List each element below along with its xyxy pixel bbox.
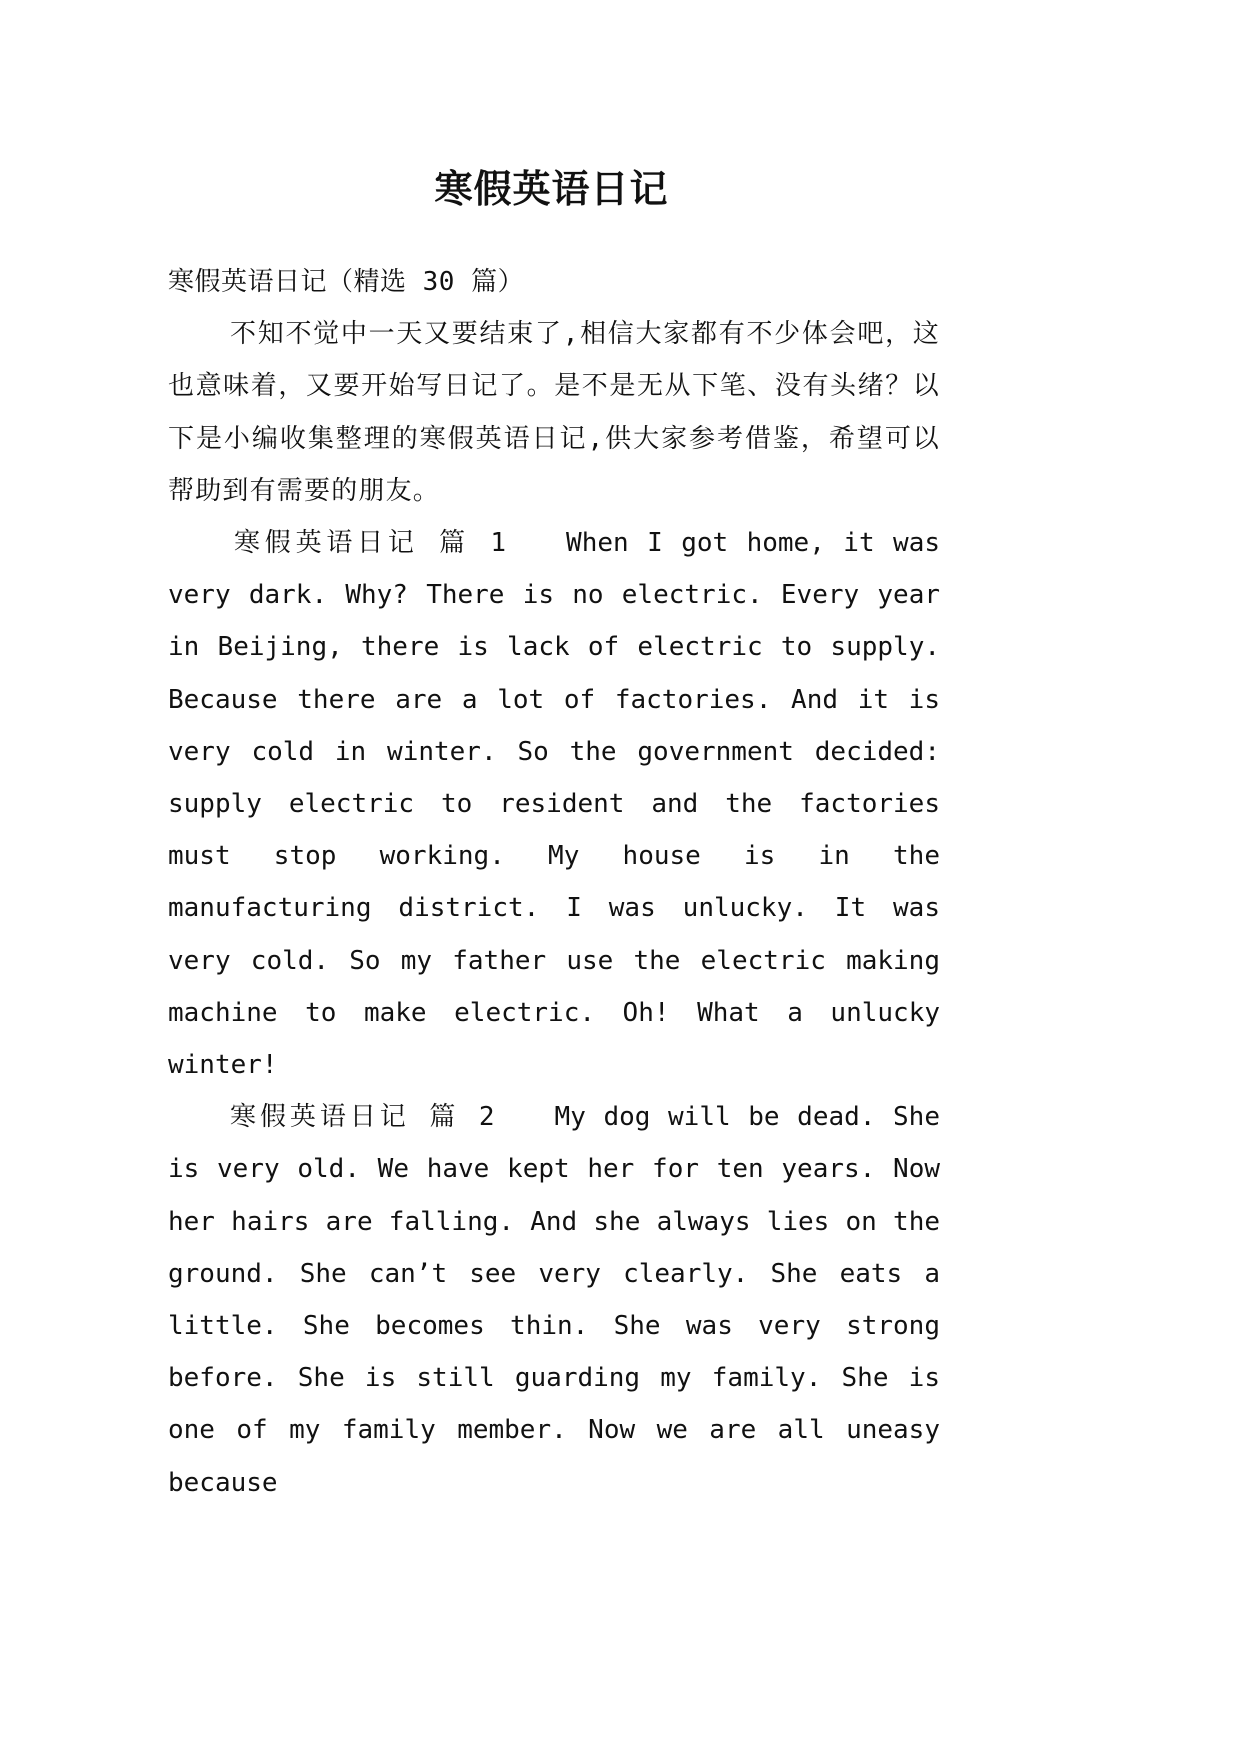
entry-text: My dog will be dead. She is very old. We have kept her for ten years. Now her hairs are falling. And she always lies on the ground. She can’t see very clearly. She eats a little. She becomes thin. She was very strong before. She is still guarding my family. She is one of my family member. Now we are all uneasy because xyxy=(168,1102,940,1498)
document-subtitle: 寒假英语日记（精选 30 篇） xyxy=(168,267,525,297)
diary-entry xyxy=(168,517,940,1091)
document-title: 寒假英语日记 xyxy=(434,166,669,212)
entry-label: 寒假英语日记 篇 1 xyxy=(234,528,509,559)
entry-label: 寒假英语日记 篇 2 xyxy=(230,1102,497,1133)
intro-paragraph: 不知不觉中一天又要结束了,相信大家都有不少体会吧，这也意味着，又要开始写日记了。是不是无从下笔、没有头绪？以下是小编收集整理的寒假英语日记,供大家参考借鉴，希望可以帮助到有需要的朋友。 xyxy=(168,319,940,506)
diary-entry xyxy=(168,1091,940,1509)
document-body xyxy=(168,256,940,1509)
entry-text: When I got home, it was very dark. Why? There is no electric. Every year in Beijing, there is lack of electric to supply. Because there are a lot of factories. And it is very cold in winter. So the government decided: supply electric to resident and the factories must stop working. My house is in the manufacturing district. I was unlucky. It was very cold. So my father use the electric making machine to make electric. Oh! What a unlucky winter! xyxy=(168,528,941,1081)
